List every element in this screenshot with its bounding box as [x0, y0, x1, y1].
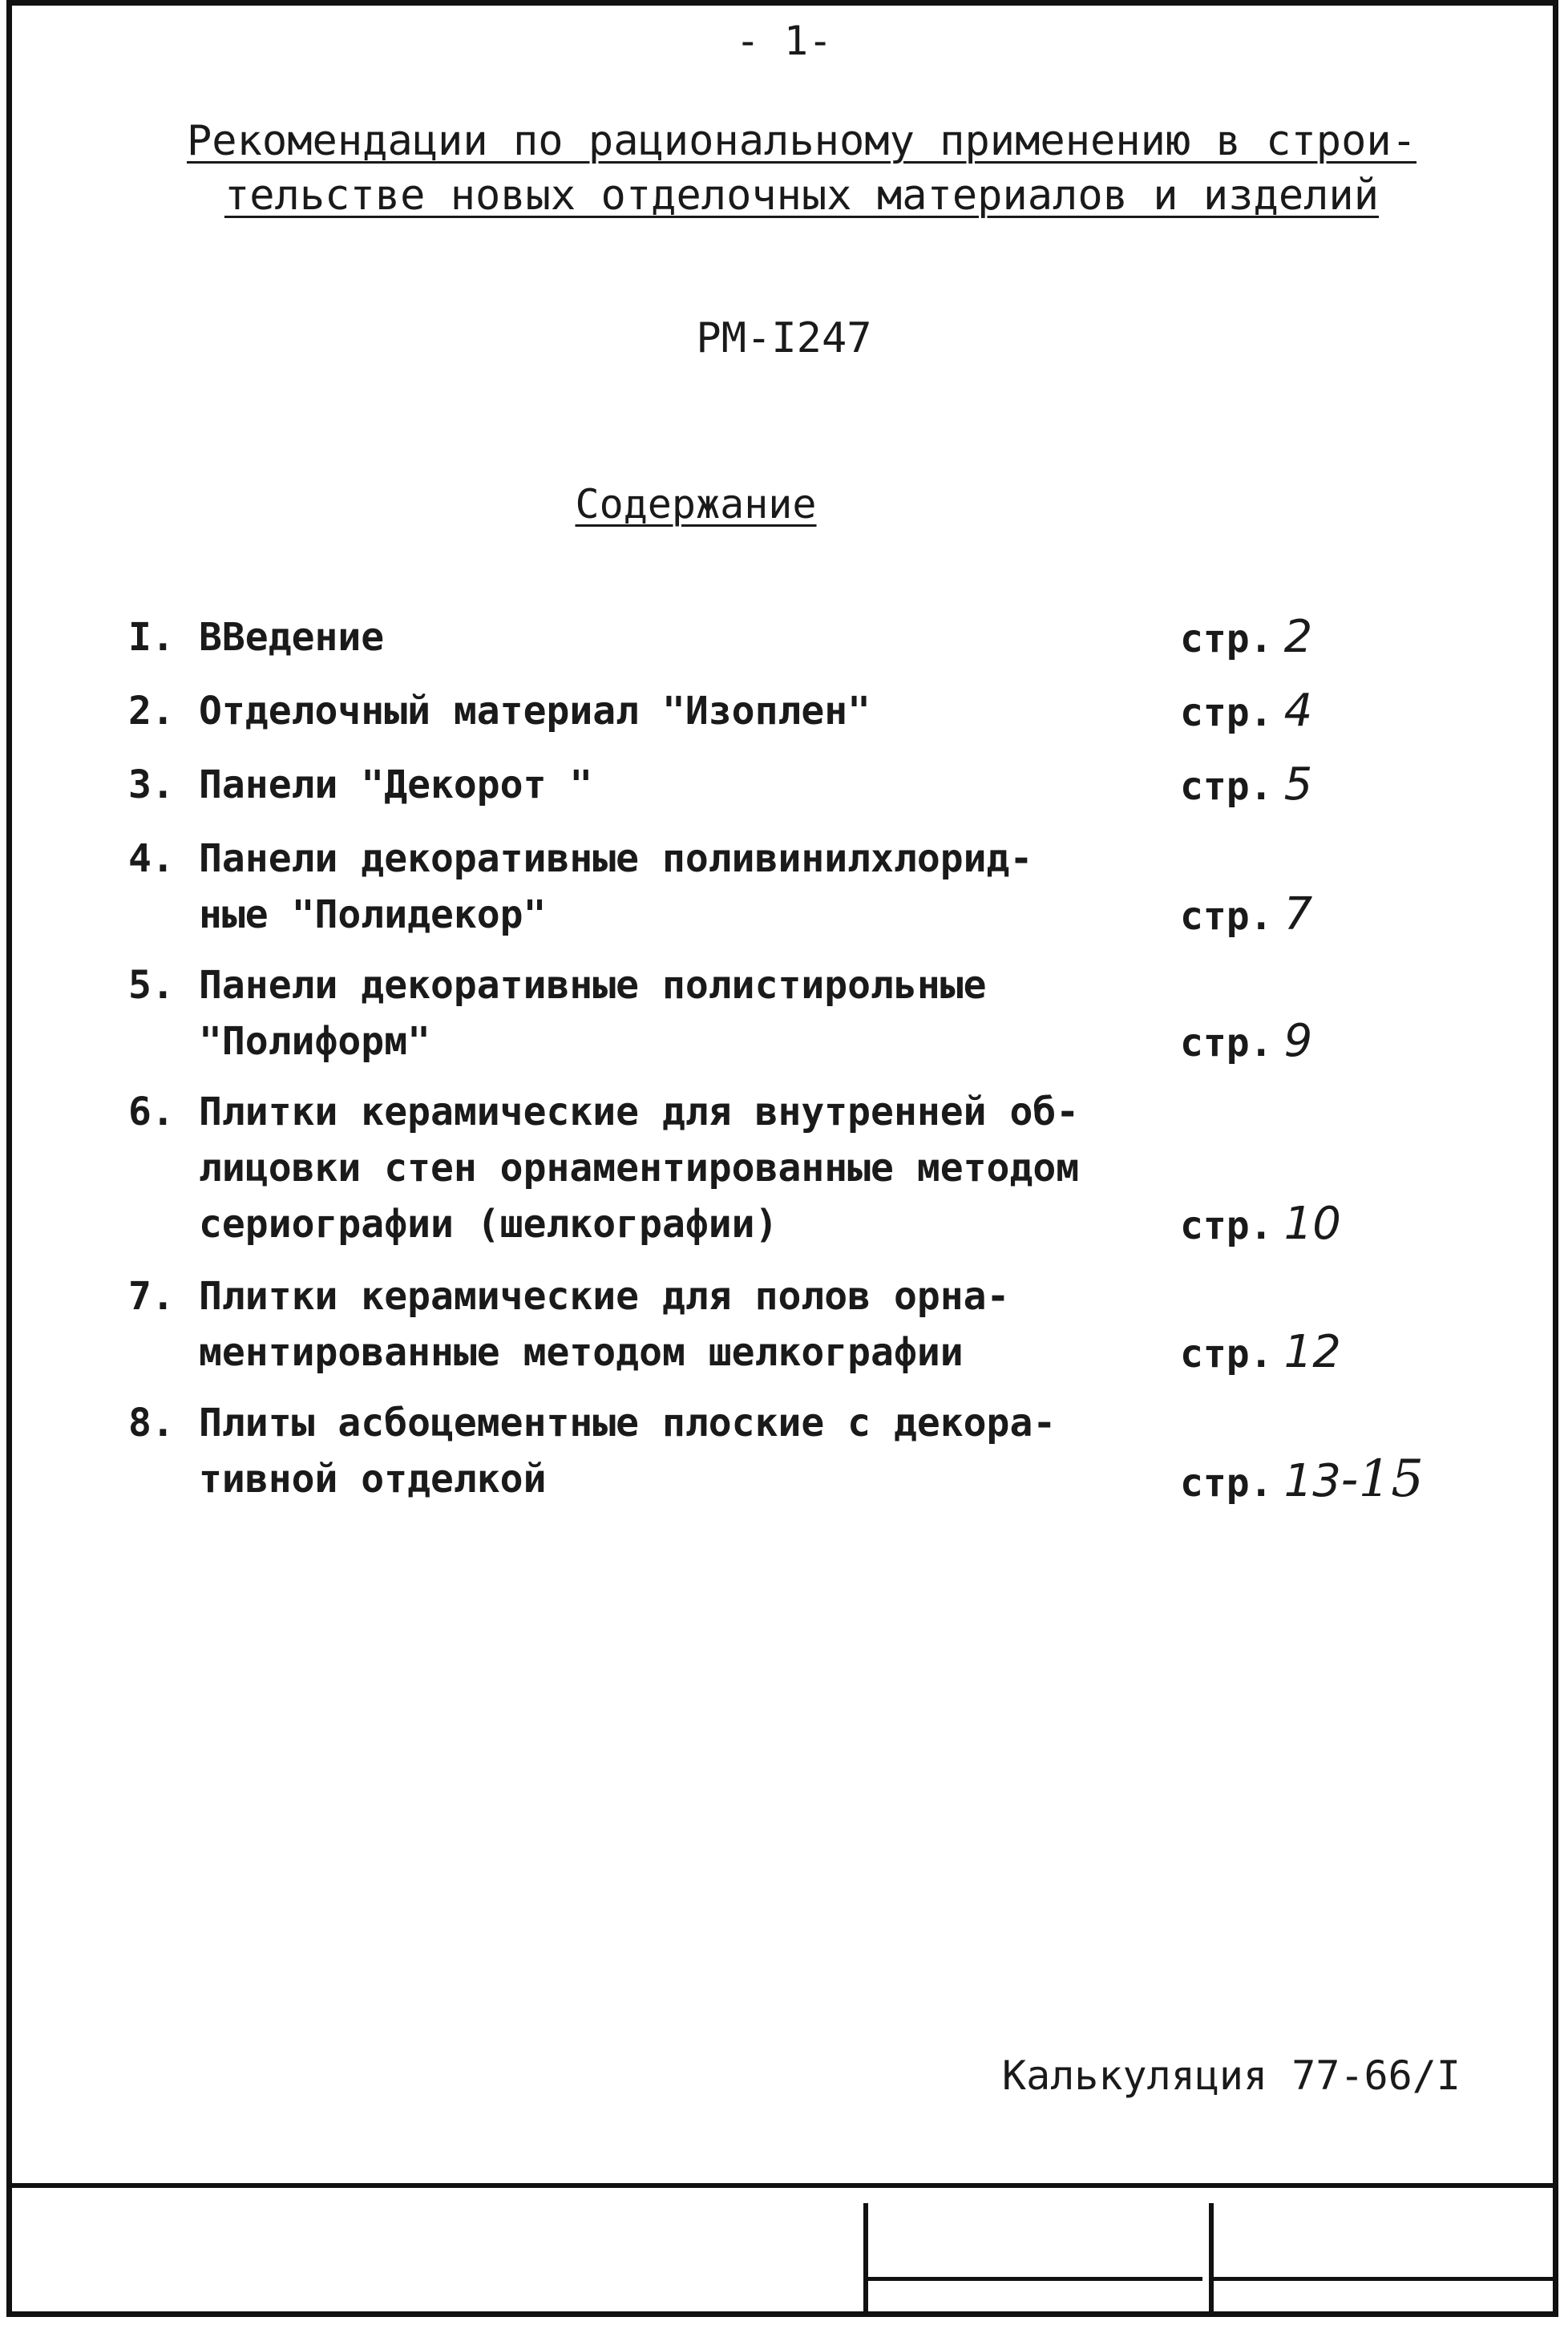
- toc-item-title: [199, 1268, 1161, 1381]
- toc-item-line: Плитки керамические для внутренней об-: [199, 1090, 1080, 1134]
- toc-item-page: [1180, 1451, 1517, 1511]
- toc-item-line: Панели декоративные поливинилхлорид-: [199, 836, 1033, 881]
- toc-item-number: 7.: [128, 1274, 175, 1319]
- handwritten-page-range: -15: [1340, 1450, 1424, 1509]
- toc-item-title: [199, 609, 1161, 665]
- toc-item-page: [1180, 887, 1517, 944]
- toc-item-title: [199, 831, 1161, 943]
- toc-item-page: [1180, 757, 1517, 815]
- toc-item-line: ВВедение: [199, 615, 385, 660]
- page-prefix: стр.: [1180, 617, 1273, 661]
- page-value: 4: [1283, 685, 1313, 737]
- toc-item-page: [1180, 609, 1517, 667]
- toc-item-line: Панели "Декорот ": [199, 762, 593, 807]
- toc-item-title: [199, 1395, 1161, 1507]
- toc-item-page: [1180, 1196, 1517, 1254]
- document-code: РМ-I247: [696, 314, 872, 362]
- toc-item-number: 5.: [128, 963, 175, 1008]
- toc-item-line: сериографии (шелкографии): [199, 1202, 778, 1247]
- toc-item-number: I.: [128, 615, 175, 660]
- page-prefix: стр.: [1180, 690, 1273, 735]
- table-of-contents: [128, 0, 1491, 1603]
- page-prefix: стр.: [1180, 1332, 1273, 1377]
- toc-item-page: [1180, 1013, 1517, 1071]
- page-value: 9: [1283, 1015, 1313, 1067]
- toc-item-number: 8.: [128, 1401, 175, 1446]
- title-line-2: тельстве новых отделочных материалов и изделий: [224, 172, 1380, 220]
- title-block-line: [1212, 2277, 1553, 2281]
- page-value: 13: [1283, 1455, 1341, 1507]
- toc-item-line: ментированные методом шелкографии: [199, 1330, 964, 1375]
- toc-item-number: 4.: [128, 836, 175, 881]
- page-value: 5: [1283, 758, 1313, 811]
- title-line-1: Рекомендации по рациональному применению в строи-: [186, 117, 1417, 165]
- toc-item-line: ные "Полидекор": [199, 892, 547, 937]
- toc-item-line: "Полиформ": [199, 1019, 430, 1064]
- title-block-divider: [1209, 2203, 1214, 2315]
- title-block-divider: [863, 2203, 868, 2315]
- toc-item-line: Панели декоративные полистирольные: [199, 963, 987, 1008]
- page-prefix: стр.: [1180, 1461, 1273, 1506]
- title-block-line: [866, 2277, 1202, 2281]
- toc-item-line: Плиты асбоцементные плоские с декора-: [199, 1401, 1057, 1446]
- toc-item-title: [199, 1084, 1161, 1252]
- page-number: - 1-: [735, 18, 833, 64]
- toc-item-title: [199, 683, 1161, 739]
- toc-item-line: Отделочный материал "Изоплен": [199, 689, 871, 734]
- page-value: 7: [1283, 888, 1313, 940]
- toc-item-line: лицовки стен орнаментированные методом: [199, 1146, 1080, 1191]
- toc-item-number: 2.: [128, 689, 175, 734]
- page-prefix: стр.: [1180, 1203, 1273, 1248]
- toc-item-number: 3.: [128, 762, 175, 807]
- toc-item-line: тивной отделкой: [199, 1457, 547, 1502]
- page-value: 10: [1283, 1198, 1341, 1250]
- toc-item-line: Плитки керамические для полов орна-: [199, 1274, 1010, 1319]
- page-prefix: стр.: [1180, 894, 1273, 939]
- title-block-top-line: [12, 2183, 1556, 2188]
- page-value: 12: [1283, 1326, 1341, 1378]
- page-prefix: стр.: [1180, 764, 1273, 809]
- toc-item-title: [199, 757, 1161, 813]
- page-prefix: стр.: [1180, 1021, 1273, 1065]
- toc-item-title: [199, 957, 1161, 1070]
- calculation-code: Калькуляция 77-66/I: [1002, 2052, 1461, 2099]
- page-value: 2: [1283, 611, 1313, 663]
- toc-item-page: [1180, 683, 1517, 741]
- toc-item-number: 6.: [128, 1090, 175, 1134]
- toc-item-page: [1180, 1324, 1517, 1382]
- contents-heading-text: Содержание: [575, 481, 817, 528]
